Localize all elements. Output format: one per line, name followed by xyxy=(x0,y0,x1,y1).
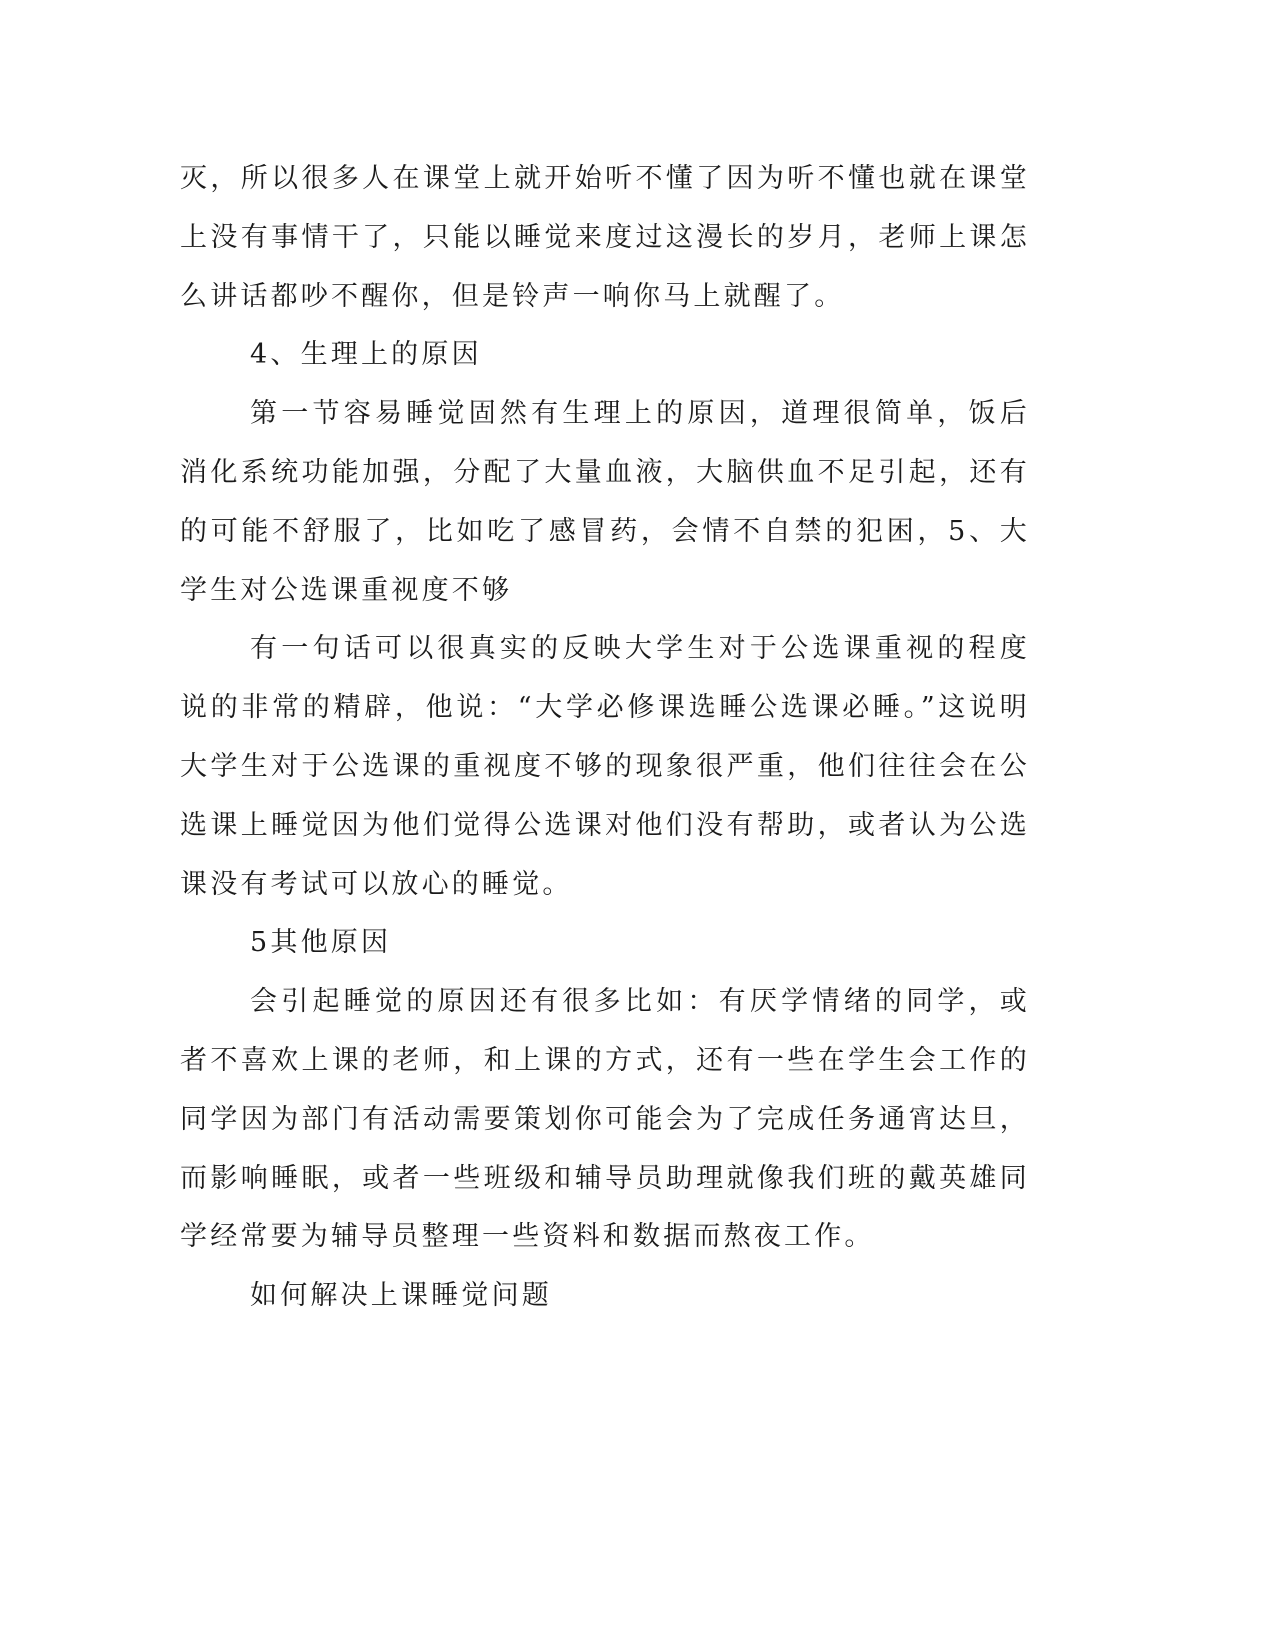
paragraph-physiological: 第一节容易睡觉固然有生理上的原因，道理很简单，饭后消化系统功能加强，分配了大量血液，大脑供血不足引起，还有的可能不舒服了，比如吃了感冒药，会情不自禁的犯困，5、大学生对公选课重视度不够 xyxy=(180,398,1030,606)
paragraph-other-reasons: 会引起睡觉的原因还有很多比如：有厌学情绪的同学，或者不喜欢上课的老师，和上课的方式，还有一些在学生会工作的同学因为部门有活动需要策划你可能会为了完成任务通宵达旦，而影响睡眠，或者一些班级和辅导员助理就像我们班的戴英雄同学经常要为辅导员整理一些资料和数据而熬夜工作。 xyxy=(180,986,1030,1253)
heading-how-to-solve: 如何解决上课睡觉问题 xyxy=(250,1280,552,1312)
paragraph-continuation: 灭，所以很多人在课堂上就开始听不懂了因为听不懂也就在课堂上没有事情干了，只能以睡觉来度过这漫长的岁月，老师上课怎么讲话都吵不醒你，但是铃声一响你马上就醒了。 xyxy=(180,163,1030,312)
document-page xyxy=(180,150,1030,1326)
paragraph-elective-courses: 有一句话可以很真实的反映大学生对于公选课重视的程度说的非常的精辟，他说：“大学必修课选睡公选课必睡。”这说明大学生对于公选课的重视度不够的现象很严重，他们往往会在公选课上睡觉因为他们觉得公选课对他们没有帮助，或者认为公选课没有考试可以放心的睡觉。 xyxy=(180,633,1030,900)
heading-other-reasons: 5其他原因 xyxy=(250,927,392,959)
heading-physiological-reasons: 4、生理上的原因 xyxy=(250,339,482,371)
